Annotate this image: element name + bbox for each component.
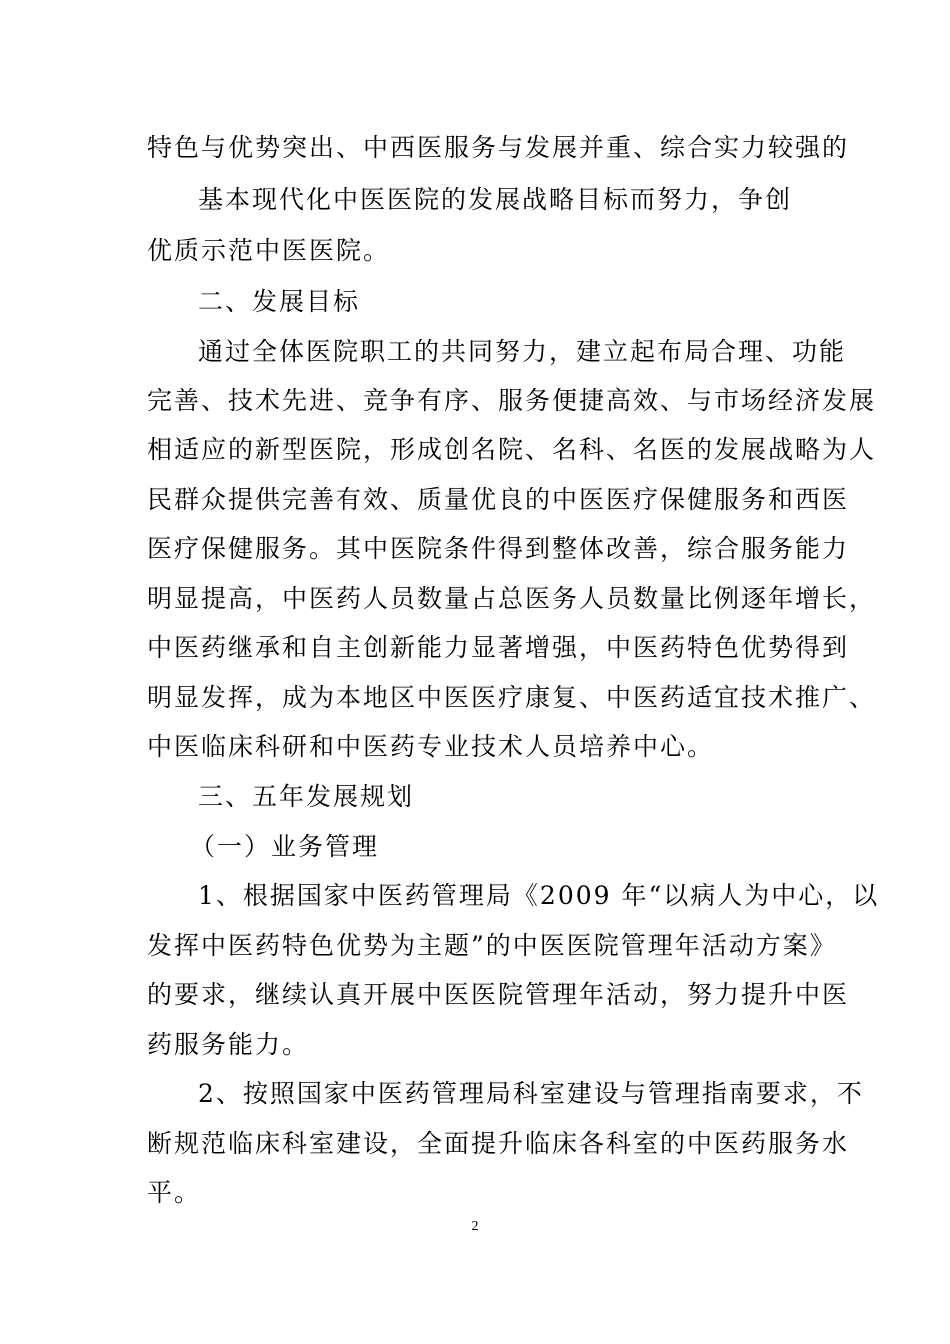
section-heading: 二、发展目标 xyxy=(198,287,361,316)
paragraph-line: 基本现代化中医医院的发展战略目标而努力，争创 xyxy=(198,185,793,214)
paragraph-line: 医疗保健服务。其中医院条件得到整体改善，综合服务能力 xyxy=(147,534,850,563)
paragraph-line: 发挥中医药特色优势为主题”的中医医院管理年活动方案》 xyxy=(147,931,837,960)
paragraph-line: 断规范临床科室建设，全面提升临床各科室的中医药服务水 xyxy=(147,1129,850,1158)
paragraph-line: 特色与优势突出、中西医服务与发展并重、综合实力较强的 xyxy=(147,133,850,162)
subsection-heading: （一）业务管理 xyxy=(190,832,380,861)
paragraph-line: 1、根据国家中医药管理局《2009 年“以病人为中心，以 xyxy=(198,881,880,910)
paragraph-line: 药服务能力。 xyxy=(147,1030,310,1059)
paragraph-line: 明显发挥，成为本地区中医医疗康复、中医药适宜技术推广、 xyxy=(147,683,877,712)
paragraph-line: 完善、技术先进、竞争有序、服务便捷高效、与市场经济发展 xyxy=(147,386,877,415)
paragraph-line: 平。 xyxy=(147,1178,202,1207)
paragraph-line: 优质示范中医医院。 xyxy=(147,236,391,265)
paragraph-line: 的要求，继续认真开展中医医院管理年活动，努力提升中医 xyxy=(147,980,850,1009)
paragraph-line: 2、按照国家中医药管理局科室建设与管理指南要求，不 xyxy=(198,1079,864,1108)
paragraph-line: 明显提高，中医药人员数量占总医务人员数量比例逐年增长， xyxy=(147,584,877,613)
paragraph-line: 通过全体医院职工的共同努力，建立起布局合理、功能 xyxy=(198,337,847,366)
paragraph-line: 中医药继承和自主创新能力显著增强，中医药特色优势得到 xyxy=(147,633,850,662)
paragraph-line: 民群众提供完善有效、质量优良的中医医疗保健服务和西医 xyxy=(147,485,850,514)
paragraph-line: 相适应的新型医院，形成创名院、名科、名医的发展战略为人 xyxy=(147,435,877,464)
paragraph-line: 中医临床科研和中医药专业技术人员培养中心。 xyxy=(147,732,715,761)
page-number: 2 xyxy=(471,1219,479,1234)
section-heading: 三、五年发展规划 xyxy=(198,782,415,811)
